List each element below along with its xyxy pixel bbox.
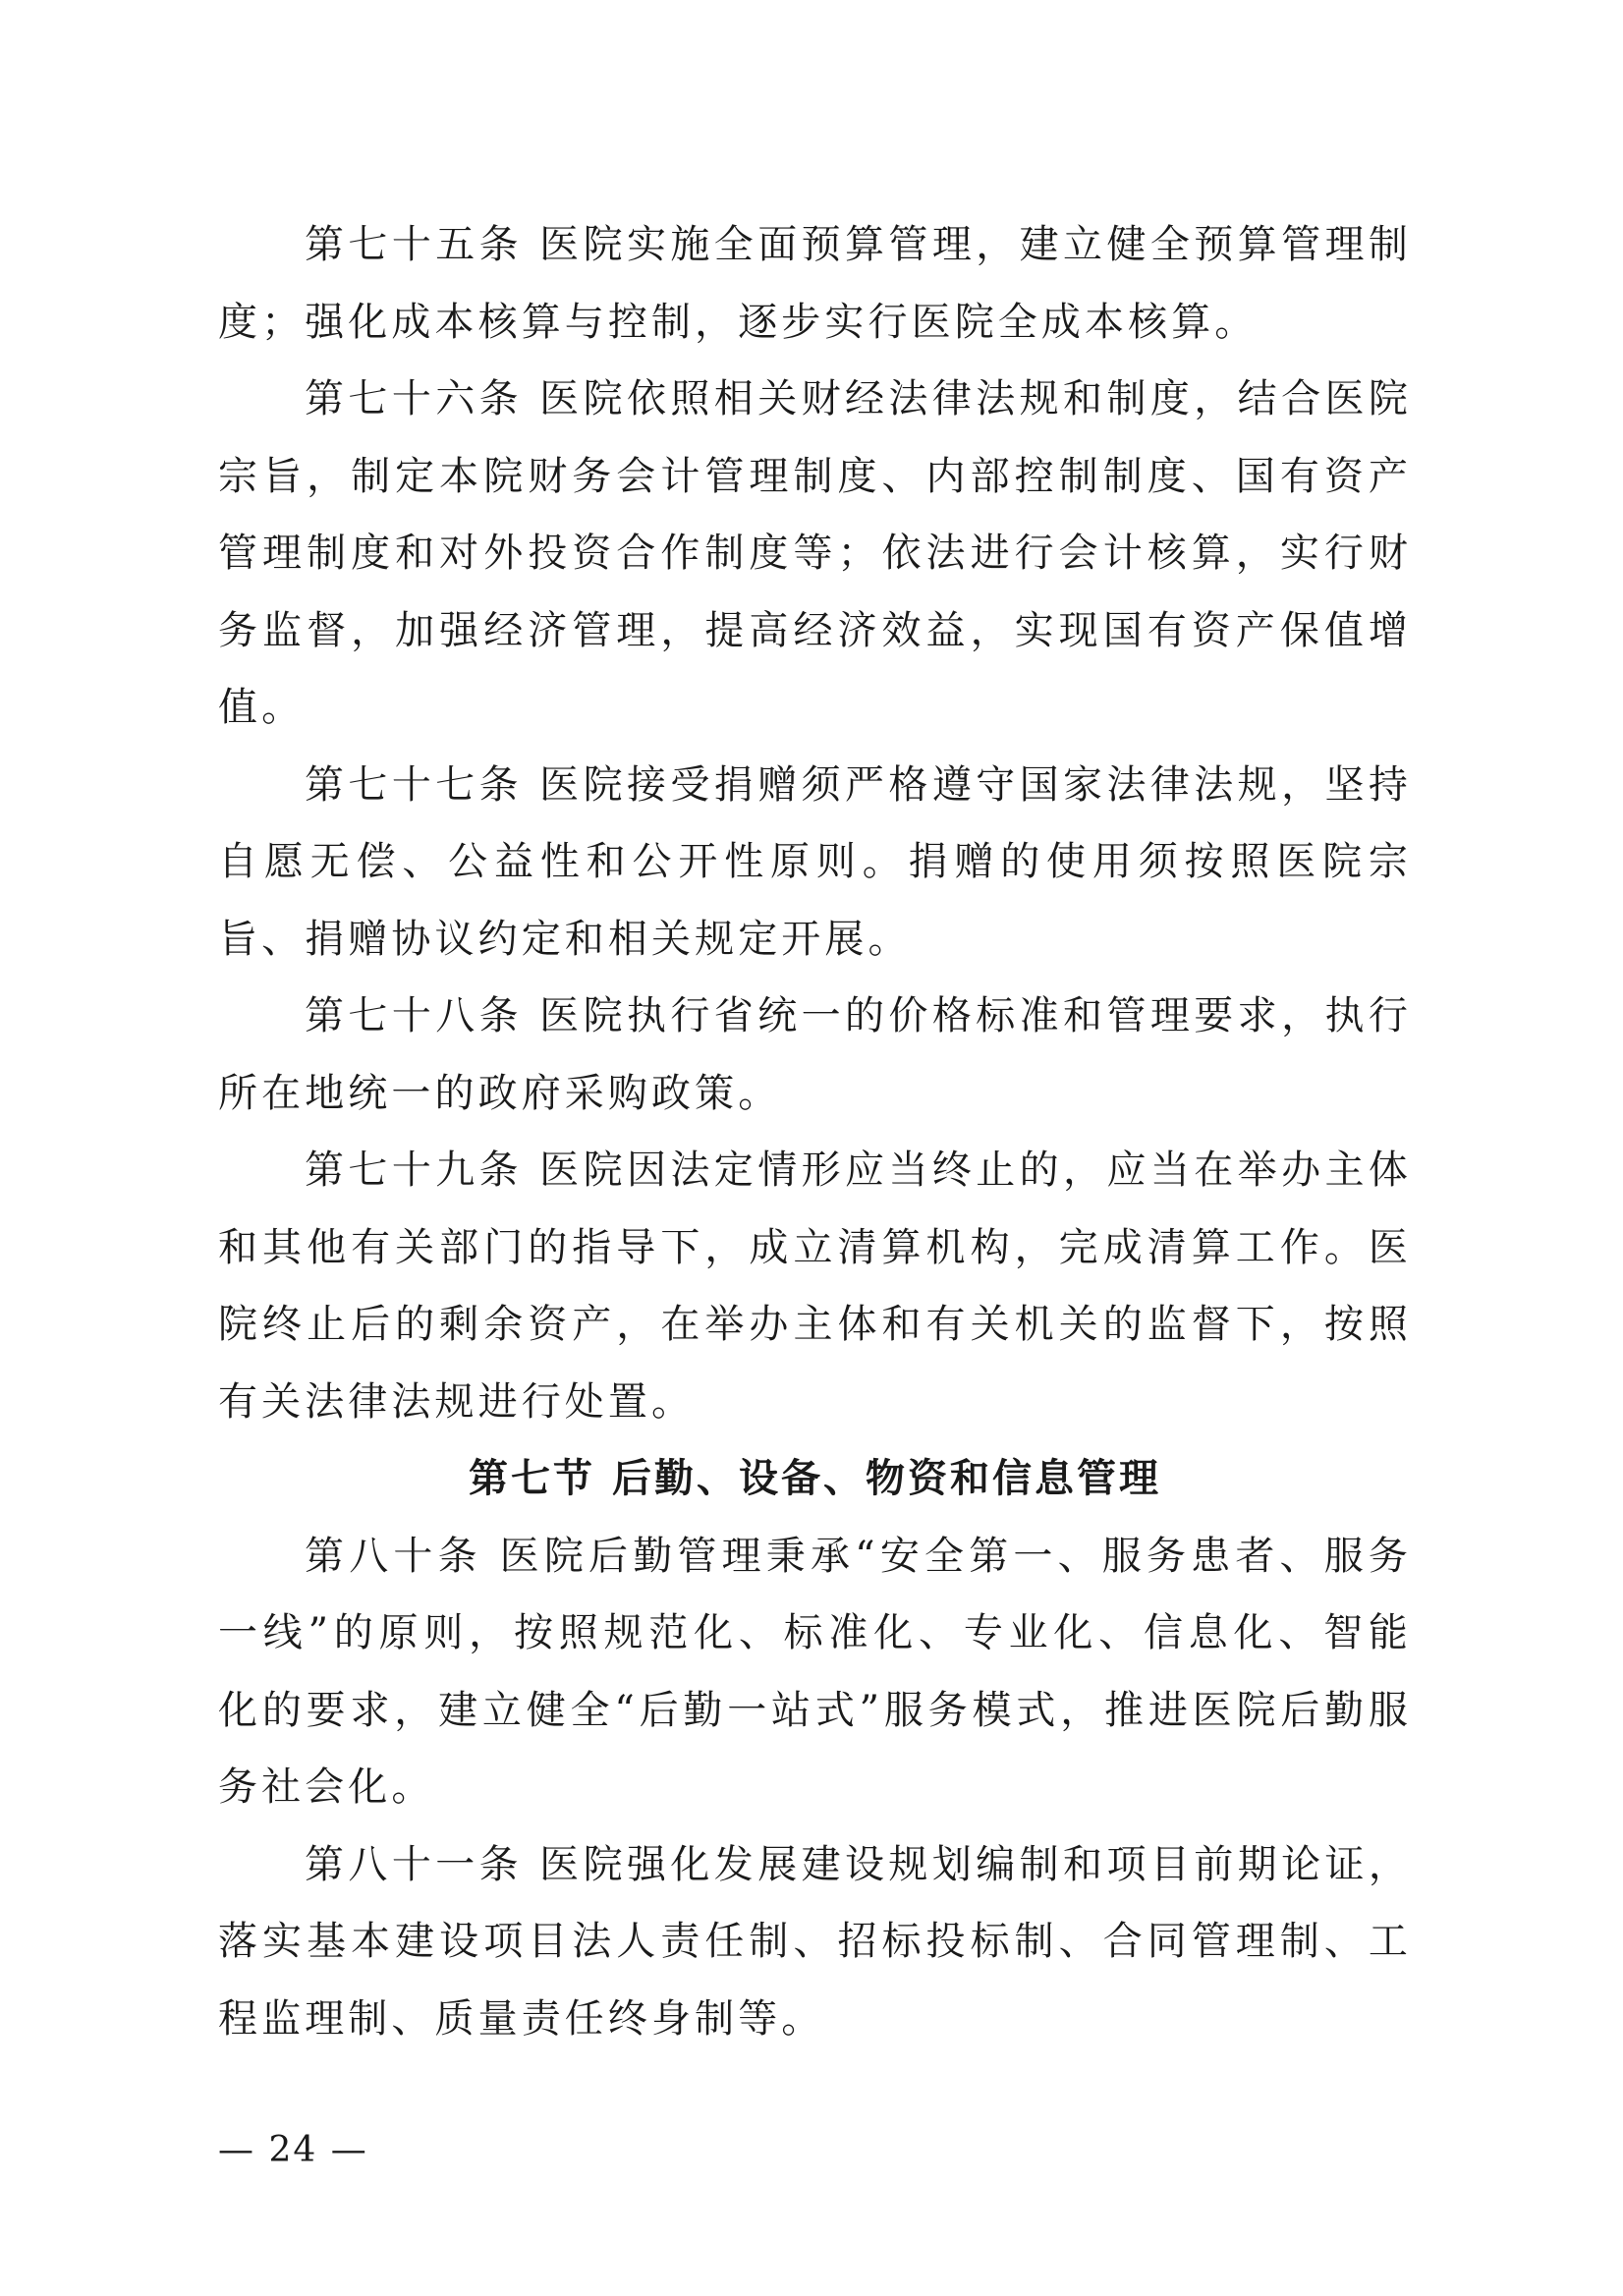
article-75: 第七十五条 医院实施全面预算管理，建立健全预算管理制度；强化成本核算与控制，逐步实行医院全成本核算。 [218,222,1412,345]
section-heading: 第七节 后勤、设备、物资和信息管理 [469,1456,1161,1501]
article-80: 第八十条 医院后勤管理秉承“安全第一、服务患者、服务一线”的原则，按照规范化、标准化、专业化、信息化、智能化的要求，建立健全“后勤一站式”服务模式，推进医院后勤服务社会化。 [218,1533,1412,1810]
article-81: 第八十一条 医院强化发展建设规划编制和项目前期论证，落实基本建设项目法人责任制、招标投标制、合同管理制、工程监理制、质量责任终身制等。 [218,1841,1412,2042]
page-number: — 24 — [218,2130,368,2170]
article-78: 第七十八条 医院执行省统一的价格标准和管理要求，执行所在地统一的政府采购政策。 [218,993,1412,1116]
body-text [218,206,1412,2057]
article-76: 第七十六条 医院依照相关财经法律法规和制度，结合医院宗旨，制定本院财务会计管理制度、内部控制制度、国有资产管理制度和对外投资合作制度等；依法进行会计核算，实行财务监督，加强经济管理，提高经济效益，实现国有资产保值增值。 [218,376,1412,730]
article-79: 第七十九条 医院因法定情形应当终止的，应当在举办主体和其他有关部门的指导下，成立清算机构，完成清算工作。医院终止后的剩余资产，在举办主体和有关机关的监督下，按照有关法律法规进行处置。 [218,1148,1412,1425]
article-77: 第七十七条 医院接受捐赠须严格遵守国家法律法规，坚持自愿无偿、公益性和公开性原则。捐赠的使用须按照医院宗旨、捐赠协议约定和相关规定开展。 [218,761,1412,962]
